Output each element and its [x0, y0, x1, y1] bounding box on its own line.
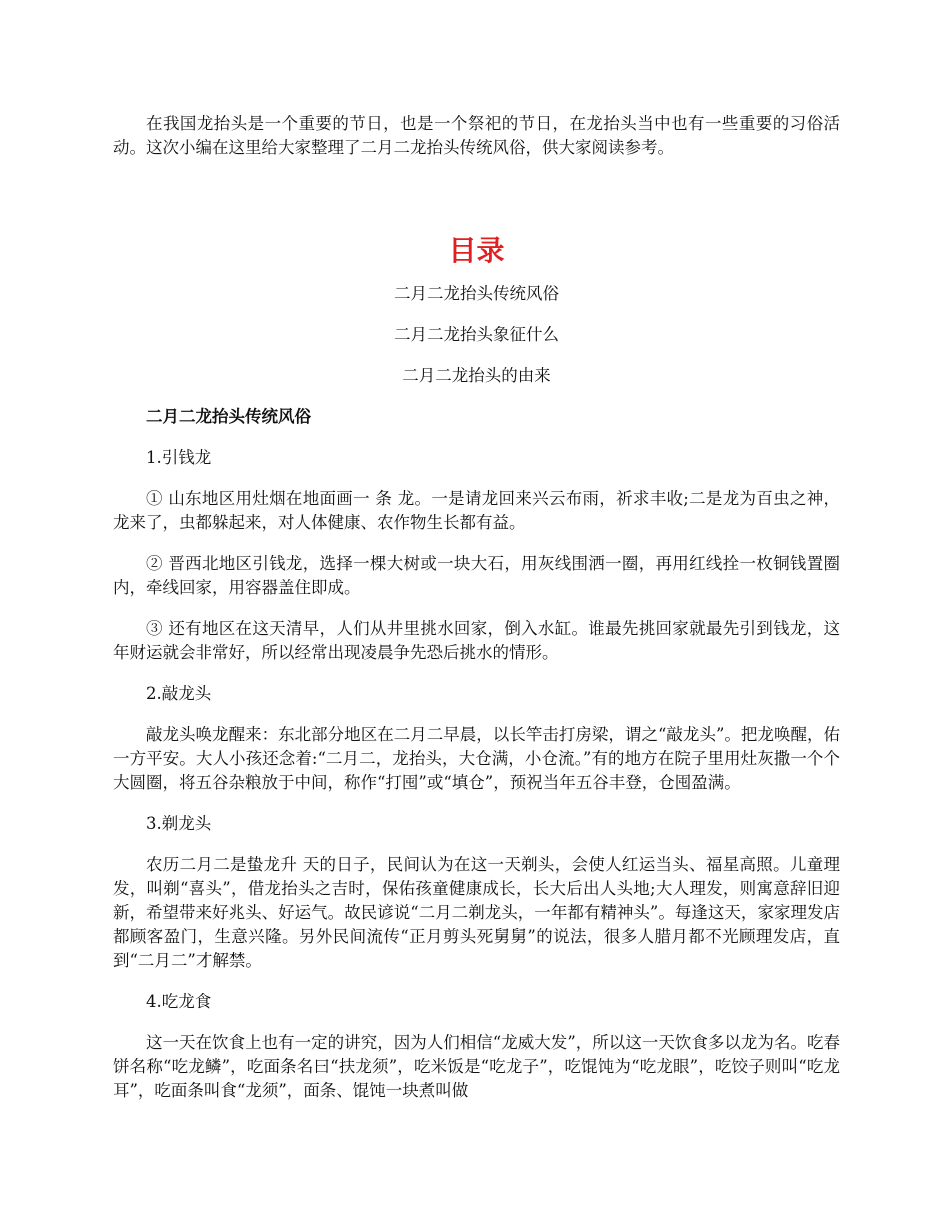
- body-paragraph: ① 山东地区用灶烟在地面画一 条 龙。一是请龙回来兴云布雨，祈求丰收;二是龙为百虫之神，龙来了，虫都躲起来，对人体健康、农作物生长都有益。: [113, 489, 840, 532]
- body-paragraph: 农历二月二是蛰龙升 天的日子，民间认为在这一天剃头，会使人红运当头、福星高照。儿童理发，叫剃“喜头”，借龙抬头之吉时，保佑孩童健康成长，长大后出人头地;大人理发，则寓意辞旧迎新，希望带来好兆头、好运气。故民谚说“二月二剃龙头，一年都有精神头”。每逢这天，家家理发店都顾客盈门，生意兴隆。另外民间流传“正月剪头死舅舅”的说法，很多人腊月都不光顾理发店，直到“二月二”才解禁。: [113, 855, 840, 970]
- subsection-heading: 1.引钱龙: [146, 448, 212, 467]
- body-paragraph: 这一天在饮食上也有一定的讲究，因为人们相信“龙威大发”，所以这一天饮食多以龙为名。吃春饼名称“吃龙鳞”，吃面条名曰“扶龙须”，吃米饭是“吃龙子”，吃馄饨为“吃龙眼”，吃饺子则叫“吃龙耳”，吃面条叫食“龙须”，面条、馄饨一块煮叫做: [113, 1033, 840, 1100]
- toc-item-origin[interactable]: 二月二龙抬头的由来: [402, 366, 551, 385]
- table-of-contents: [113, 282, 840, 388]
- body-paragraph: ② 晋西北地区引钱龙，选择一棵大树或一块大石，用灰线围洒一圈，再用红线拴一枚铜钱置圈内，牵线回家，用容器盖住即成。: [113, 554, 840, 597]
- toc-title: 目录: [448, 234, 505, 267]
- section-title: 二月二龙抬头传统风俗: [146, 407, 311, 426]
- subsection-heading: 3.剃龙头: [146, 814, 212, 833]
- body-paragraph: 敲龙头唤龙醒来：东北部分地区在二月二早晨，以长竿击打房梁，谓之“敲龙头”。把龙唤醒，佑一方平安。大人小孩还念着:“二月二，龙抬头，大仓满，小仓流。”有的地方在院子里用灶灰撒一个个大圆圈，将五谷杂粮放于中间，称作“打囤”或“填仓”，预祝当年五谷丰登，仓囤盈满。: [113, 725, 840, 792]
- body-paragraph: ③ 还有地区在这天清早，人们从井里挑水回家，倒入水缸。谁最先挑回家就最先引到钱龙，这年财运就会非常好，所以经常出现凌晨争先恐后挑水的情形。: [113, 619, 840, 662]
- subsection-heading: 2.敲龙头: [146, 684, 212, 703]
- intro-paragraph: 在我国龙抬头是一个重要的节日，也是一个祭祀的节日，在龙抬头当中也有一些重要的习俗活动。这次小编在这里给大家整理了二月二龙抬头传统风俗，供大家阅读参考。: [113, 114, 840, 157]
- subsection-heading: 4.吃龙食: [146, 992, 212, 1011]
- toc-item-customs[interactable]: 二月二龙抬头传统风俗: [394, 284, 559, 303]
- toc-item-symbolism[interactable]: 二月二龙抬头象征什么: [394, 325, 559, 344]
- document-page: [113, 112, 840, 1120]
